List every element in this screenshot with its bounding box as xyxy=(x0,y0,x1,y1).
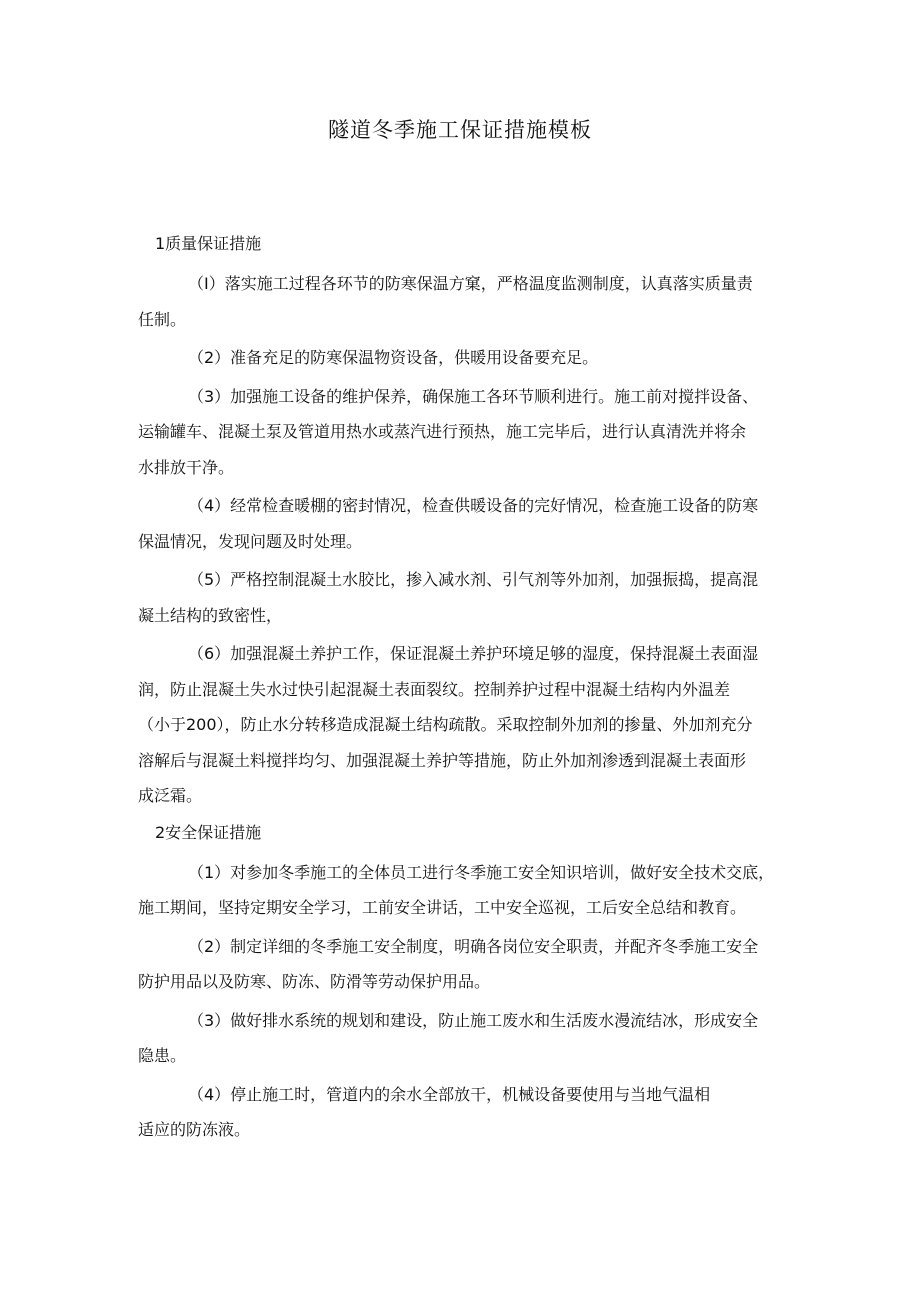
paragraph xyxy=(138,562,788,633)
paragraph xyxy=(138,929,788,1000)
paragraph-line: 保温情况，发现问题及时处理。 xyxy=(138,531,363,551)
section-quality xyxy=(138,229,788,814)
paragraph-line: （5）严格控制混凝土水胶比，掺入减水剂、引气剂等外加剂，加强振捣，提高混 xyxy=(188,570,759,589)
paragraph-line: 适应的防冻液。 xyxy=(138,1120,251,1139)
paragraph-line: 成泛霜。 xyxy=(138,786,203,805)
document-body xyxy=(138,229,788,1148)
paragraph-line: （3）加强施工设备的维护保养，确保施工各环节顺利进行。施工前对搅拌设备、 xyxy=(188,386,759,406)
paragraph xyxy=(138,266,788,337)
paragraph-line: 水排放干净。 xyxy=(138,457,235,477)
paragraph-line: （2）准备充足的防寒保温物资设备，供暖用设备要充足。 xyxy=(188,348,599,367)
paragraph-line: 任制。 xyxy=(138,309,187,329)
paragraph xyxy=(138,636,788,814)
paragraph xyxy=(138,340,788,376)
paragraph-line: （6）加强混凝土养护工作，保证混凝土养护环境足够的湿度，保持混凝土表面湿 xyxy=(188,644,759,663)
paragraph-line: 运输罐车、混凝土泵及管道用热水或蒸汽进行预热，施工完毕后，进行认真清洗并将余 xyxy=(138,422,747,441)
paragraph-line: 溶解后与混凝土料搅拌均匀、加强混凝土养护等措施，防止外加剂渗透到混凝土表面形 xyxy=(138,750,747,770)
paragraph-line: （小于200），防止水分转移造成混凝土结构疏散。采取控制外加剂的掺量、外加剂充分 xyxy=(138,715,753,734)
document-title: 隧道冬季施工保证措施模板 xyxy=(328,118,592,142)
paragraph-line: （4）经常检查暖棚的密封情况，检查供暖设备的完好情况，检查施工设备的防寒 xyxy=(188,496,759,515)
paragraph xyxy=(138,379,788,486)
paragraph-line: 润，防止混凝土失水过快引起混凝土表面裂纹。控制养护过程中混凝土结构内外温差 xyxy=(138,679,731,699)
paragraph-line: （1）对参加冬季施工的全体员工进行冬季施工安全知识培训，做好安全技术交底， xyxy=(188,862,775,882)
paragraph-line: 防护用品以及防寒、防冻、防滑等劳动保护用品。 xyxy=(138,972,491,991)
paragraph-line: 施工期间，坚持定期安全学习，工前安全讲话，工中安全巡视，工后安全总结和教育。 xyxy=(138,898,747,917)
paragraph-line: （3）做好排水系统的规划和建设，防止施工废水和生活废水漫流结冰，形成安全 xyxy=(188,1010,759,1030)
section-heading: 1质量保证措施 xyxy=(155,234,262,253)
paragraph xyxy=(138,855,788,926)
paragraph xyxy=(138,1077,788,1148)
paragraph-line: （4）停止施工时，管道内的余水全部放干，机械设备要使用与当地气温相 xyxy=(188,1084,711,1104)
paragraph xyxy=(138,1003,788,1074)
section-safety xyxy=(138,818,788,1148)
paragraph-line: 隐患。 xyxy=(138,1046,187,1065)
paragraph-line: （I）落实施工过程各环节的防寒保温方窠，严格温度监测制度，认真落实质量责 xyxy=(188,274,753,293)
section-heading: 2安全保证措施 xyxy=(155,822,262,842)
paragraph-line: （2）制定详细的冬季施工安全制度，明确各岗位安全职责，并配齐冬季施工安全 xyxy=(188,936,759,956)
paragraph-line: 凝土结构的致密性， xyxy=(138,605,283,625)
paragraph xyxy=(138,488,788,559)
